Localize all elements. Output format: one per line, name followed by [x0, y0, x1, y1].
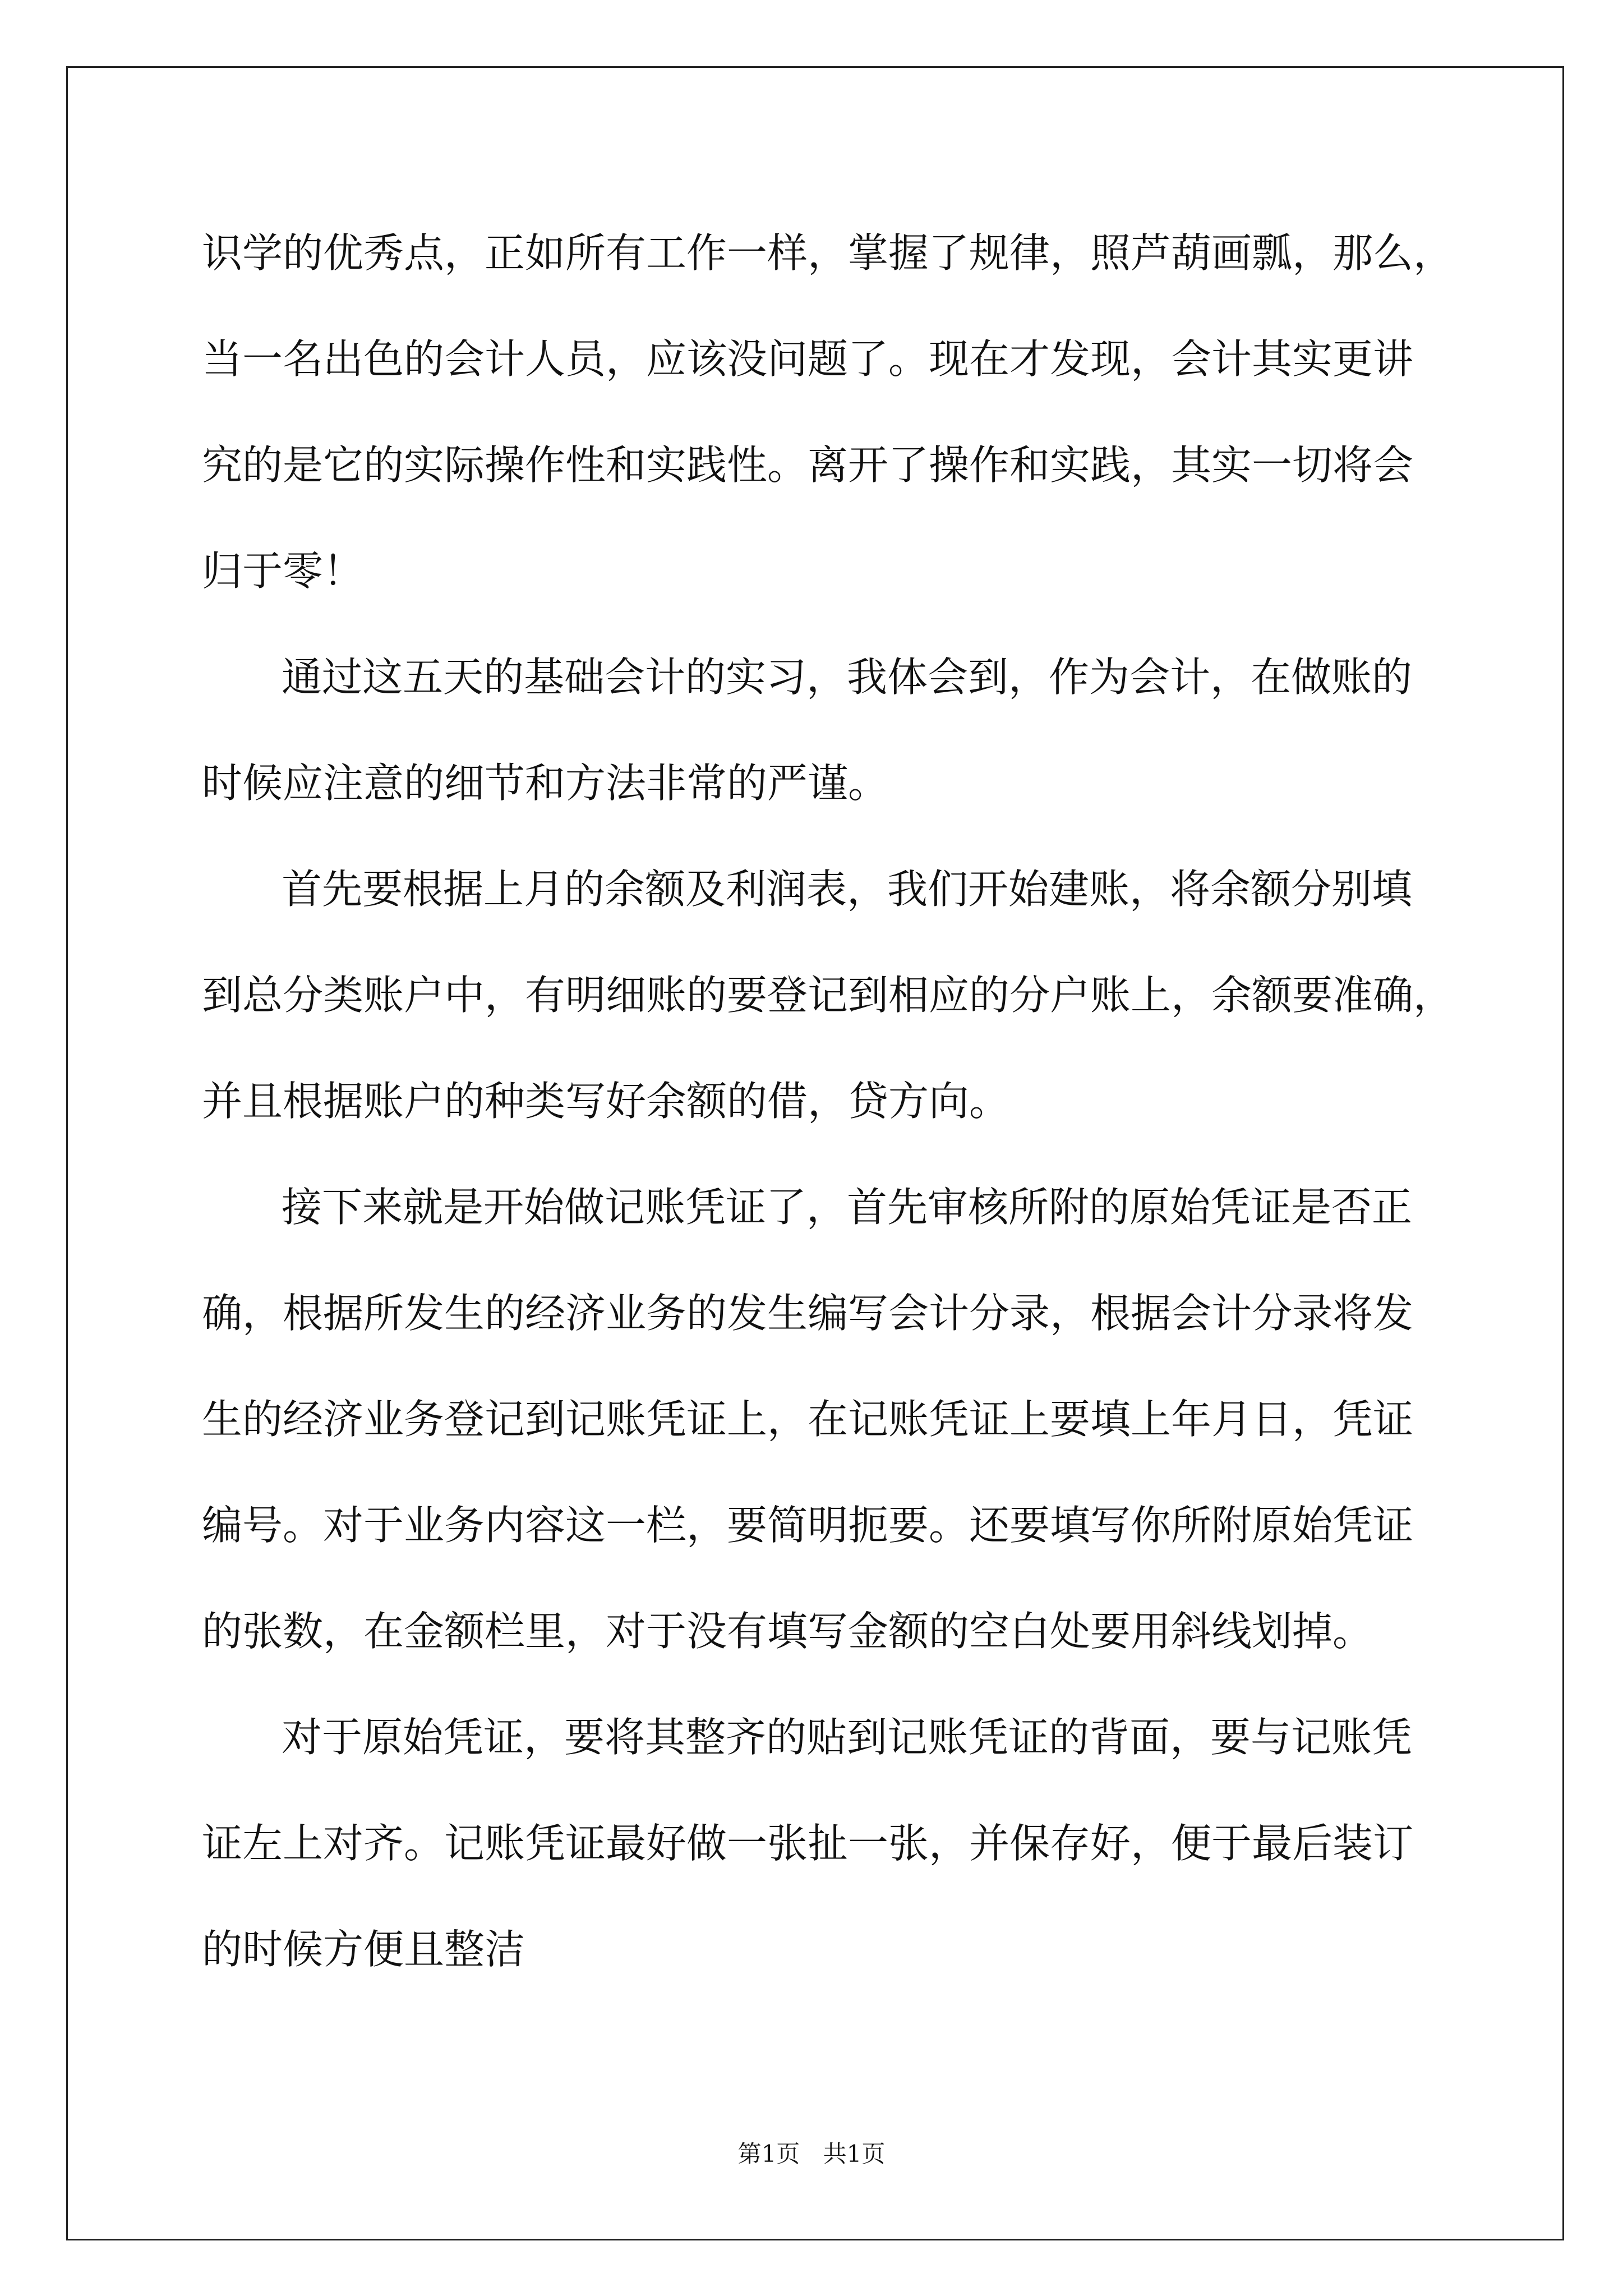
text-line: 通过这五天的基础会计的实习，我体会到，作为会计，在做账的: [282, 654, 1413, 701]
text-line: 的时候方便且整洁: [202, 1926, 525, 1973]
text-line: 首先要根据上月的余额及利润表，我们开始建账，将余额分别填: [282, 866, 1413, 913]
text-line: 归于零！: [202, 547, 364, 595]
text-line: 究的是它的实际操作性和实践性。离开了操作和实践，其实一切将会: [202, 441, 1414, 489]
page-number: 第1页: [737, 2140, 800, 2168]
paragraph: [202, 1685, 1469, 2003]
text-line: 并且根据账户的种类写好余额的借，贷方向。: [202, 1078, 1010, 1125]
text-line: 到总分类账户中，有明细账的要登记到相应的分户账上，余额要准确，: [202, 972, 1454, 1019]
text-line: 编号。对于业务内容这一栏，要简明扼要。还要填写你所附原始凭证: [202, 1502, 1414, 1549]
text-line: 对于原始凭证，要将其整齐的贴到记账凭证的背面，要与记账凭: [282, 1714, 1413, 1761]
text-line: 证左上对齐。记账凭证最好做一张扯一张，并保存好，便于最后装订: [202, 1820, 1414, 1867]
text-line: 识学的优秀点，正如所有工作一样，掌握了规律，照芦葫画瓢，那么，: [202, 229, 1454, 277]
paragraph: [202, 836, 1469, 1154]
page-footer: [0, 2137, 1623, 2171]
text-line: 确，根据所发生的经济业务的发生编写会计分录，根据会计分录将发: [202, 1290, 1414, 1337]
text-line: 生的经济业务登记到记账凭证上，在记账凭证上要填上年月日，凭证: [202, 1396, 1414, 1443]
paragraph: [202, 200, 1469, 624]
text-line: 时候应注意的细节和方法非常的严谨。: [202, 760, 889, 807]
page-count: 共1页: [823, 2140, 886, 2168]
text-line: 接下来就是开始做记账凭证了，首先审核所附的原始凭证是否正: [282, 1184, 1413, 1231]
text-line: 当一名出色的会计人员，应该没问题了。现在才发现，会计其实更讲: [202, 335, 1414, 383]
text-line: 的张数，在金额栏里，对于没有填写金额的空白处要用斜线划掉。: [202, 1608, 1373, 1655]
paragraph: [202, 624, 1469, 836]
paragraph: [202, 1154, 1469, 1685]
document-body: [202, 200, 1469, 2003]
